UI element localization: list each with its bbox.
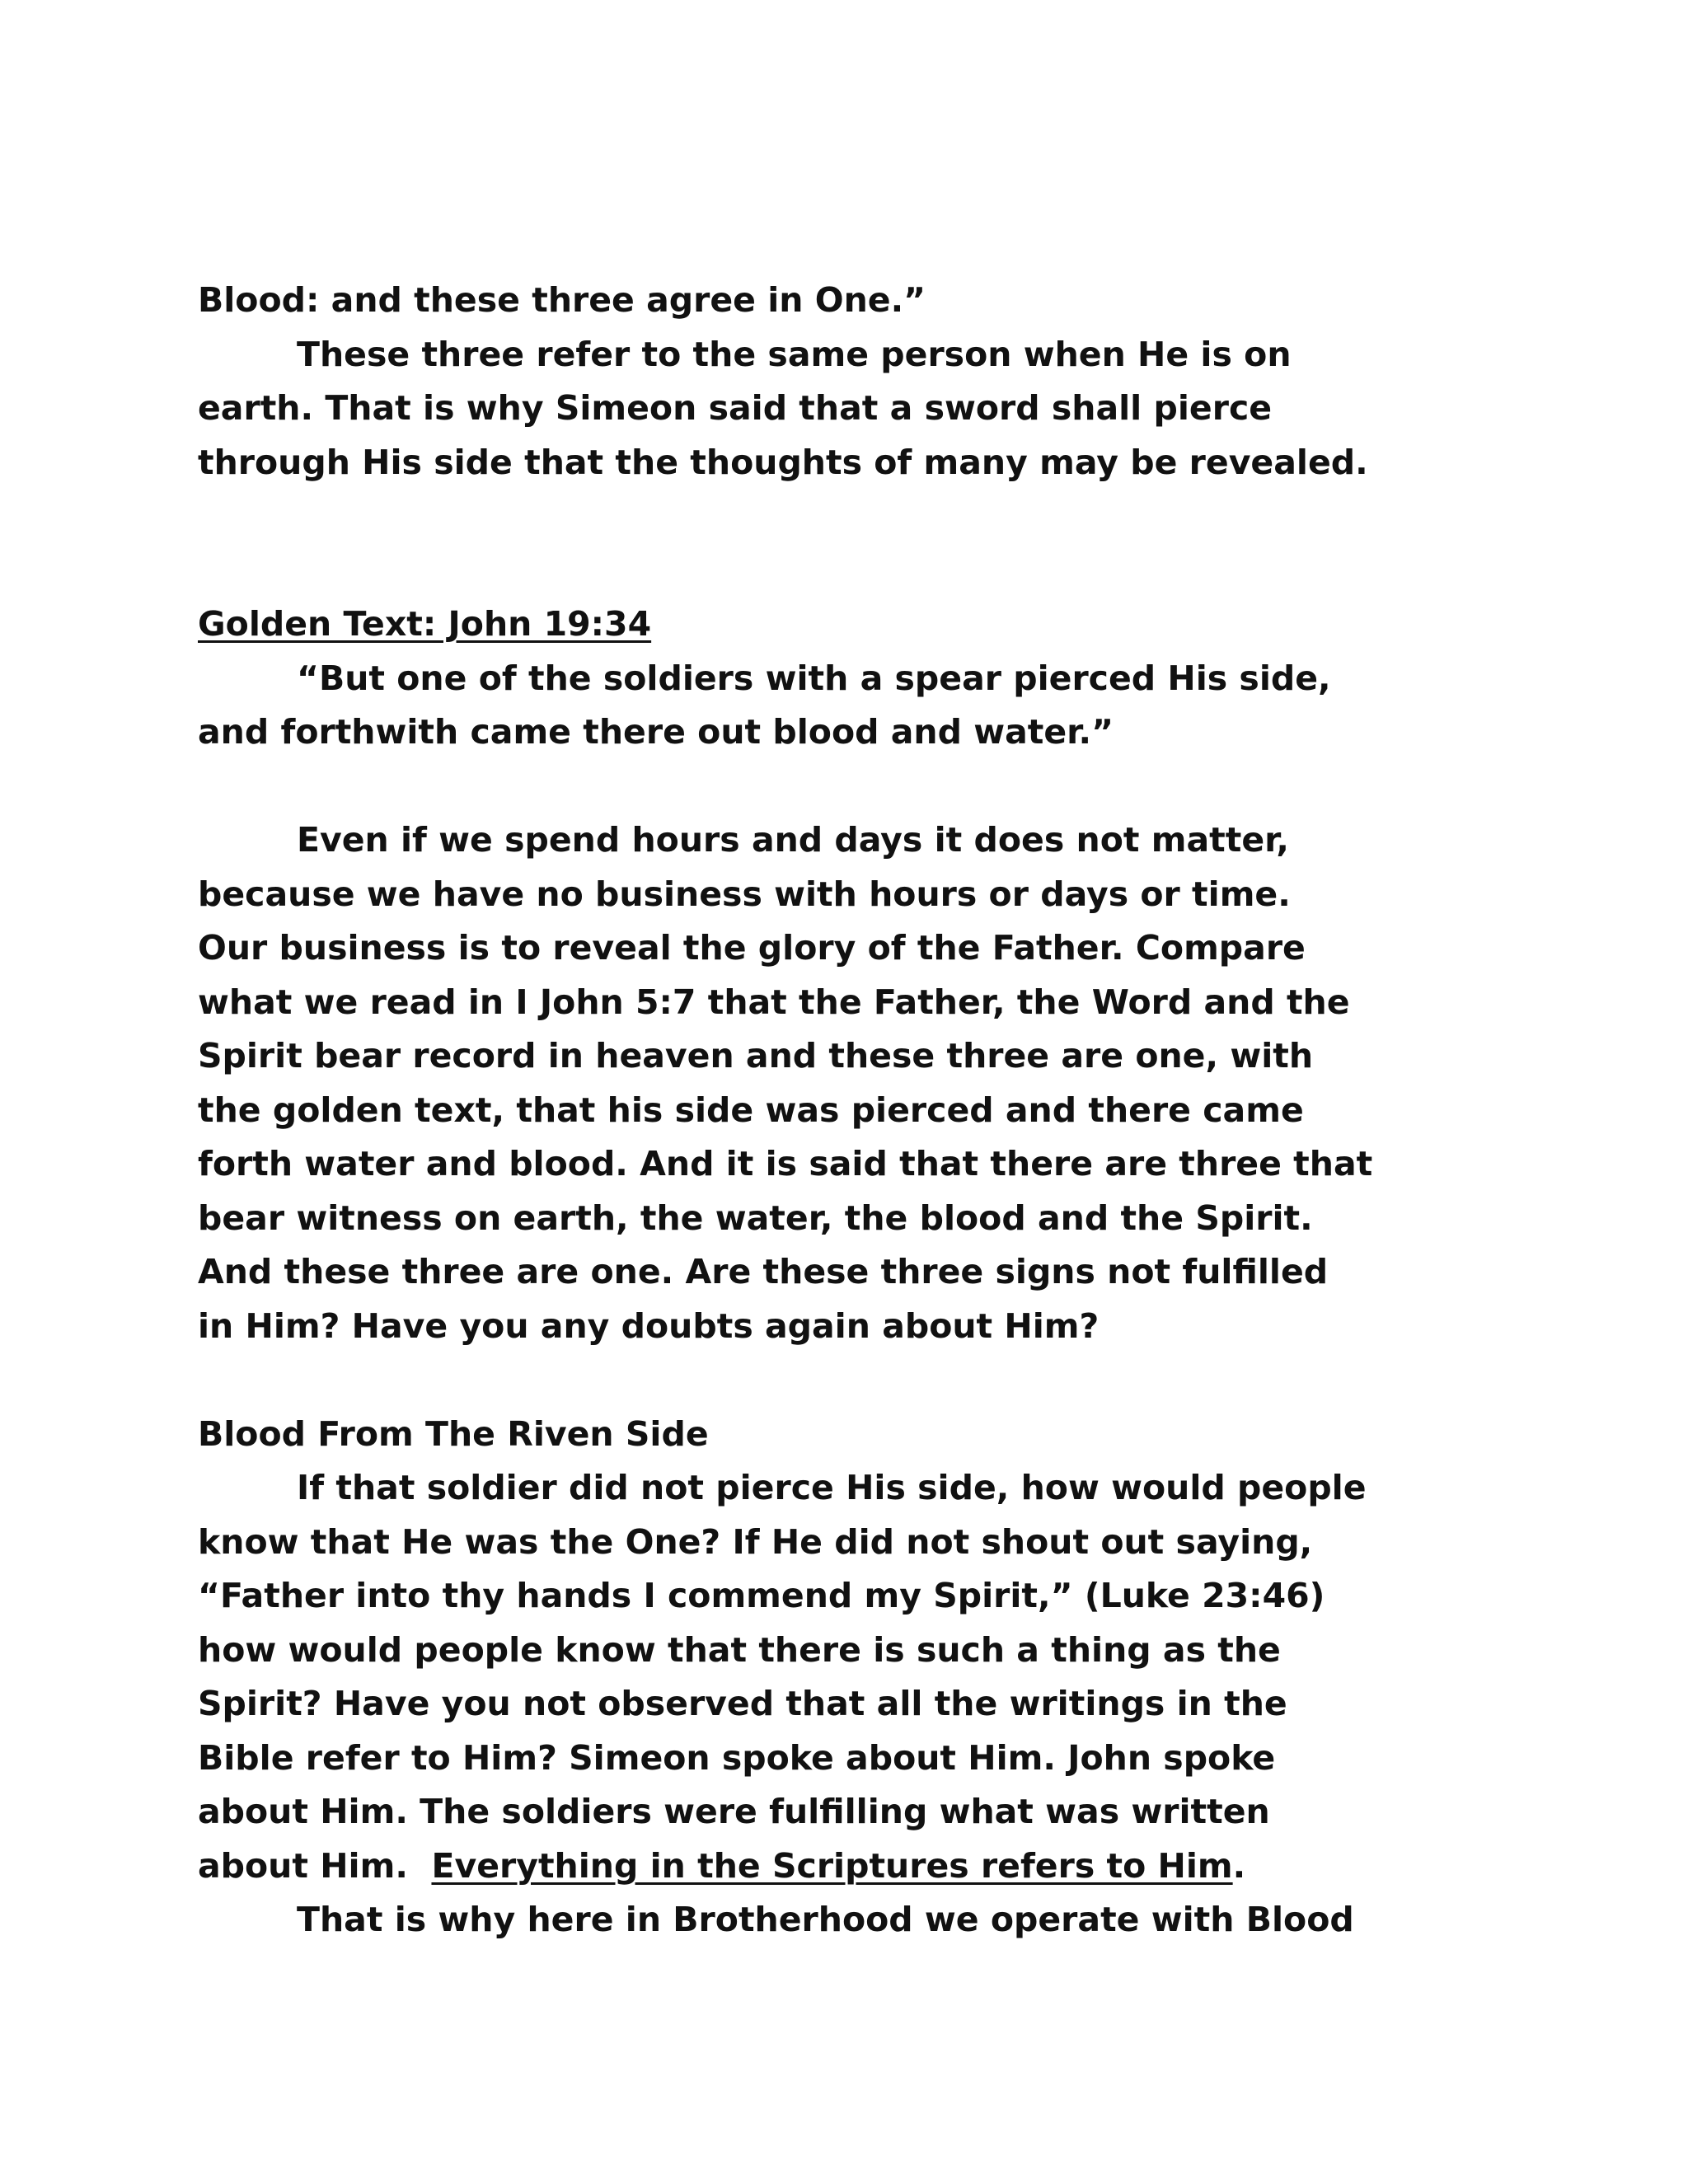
text-segment: about Him.: [198, 1845, 432, 1886]
text-line: Spirit? Have you not observed that all the writings in the: [198, 1684, 1287, 1723]
opening-paragraph: [198, 274, 1500, 490]
text-segment: .: [1232, 1845, 1246, 1886]
text-line: earth. That is why Simeon said that a sword shall pierce: [198, 388, 1273, 428]
text-line: through His side that the thoughts of many may be revealed.: [198, 442, 1368, 482]
golden-text-heading-label: Golden Text: John 19:34: [198, 604, 652, 644]
text-line: the golden text, that his side was pierced and there came: [198, 1090, 1304, 1130]
text-line: in Him? Have you any doubts again about Him?: [198, 1305, 1100, 1346]
text-line: Spirit bear record in heaven and these three are one, with: [198, 1036, 1314, 1076]
underlined-emphasis: Everything in the Scriptures refers to Him: [431, 1845, 1233, 1886]
scripture-quote-line: “But one of the soldiers with a spear pierced His side,: [297, 658, 1331, 698]
golden-text-section: [198, 598, 1500, 760]
text-line: And these three are one. Are these three signs not fulfilled: [198, 1252, 1329, 1291]
section-heading: Blood From The Riven Side: [198, 1413, 709, 1454]
text-line: Our business is to reveal the glory of the Father. Compare: [198, 928, 1306, 968]
text-line: because we have no business with hours or days or time.: [198, 874, 1291, 914]
document-body: [198, 274, 1500, 1947]
scripture-quote-line: and forthwith came there out blood and water.”: [198, 712, 1114, 752]
text-line: Blood: and these three agree in One.”: [198, 280, 926, 320]
text-line: how would people know that there is such a thing as the: [198, 1629, 1281, 1670]
text-line: “Father into thy hands I commend my Spirit,” (Luke 23:46): [198, 1576, 1325, 1615]
text-line: what we read in I John 5:7 that the Father, the Word and the: [198, 982, 1350, 1022]
text-line: That is why here in Brotherhood we operate with Blood: [297, 1900, 1354, 1939]
commentary-paragraph: [198, 813, 1500, 1353]
riven-side-section: [198, 1408, 1500, 1947]
text-line: Even if we spend hours and days it does not matter,: [297, 820, 1289, 860]
text-line: Bible refer to Him? Simeon spoke about Him. John spoke: [198, 1737, 1276, 1778]
golden-text-heading: [198, 598, 1500, 652]
text-line: These three refer to the same person when He is on: [297, 334, 1292, 374]
text-line: If that soldier did not pierce His side, how would people: [297, 1468, 1367, 1507]
text-line: bear witness on earth, the water, the blood and the Spirit.: [198, 1197, 1313, 1238]
text-line: know that He was the One? If He did not shout out saying,: [198, 1521, 1313, 1562]
text-line: forth water and blood. And it is said that there are three that: [198, 1144, 1373, 1183]
text-line: about Him. The soldiers were fulfilling what was written: [198, 1792, 1270, 1831]
text-line-with-emphasis: [198, 1840, 1500, 1894]
